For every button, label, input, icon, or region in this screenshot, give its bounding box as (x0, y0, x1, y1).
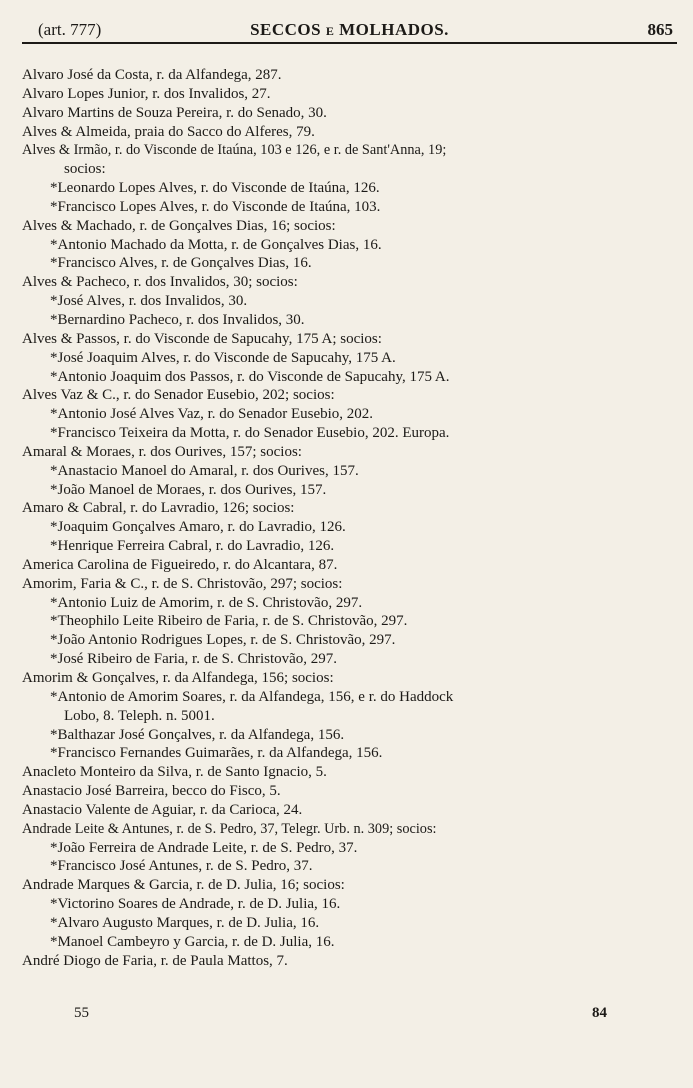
partner-line: *Antonio Joaquim dos Passos, r. do Visconde de Sapucahy, 175 A. (50, 368, 450, 385)
partner-line: *Bernardino Pacheco, r. dos Invalidos, 30. (50, 311, 305, 328)
partner-line: *Francisco Lopes Alves, r. do Visconde de Itaúna, 103. (50, 198, 381, 215)
signature-mark: 55 (74, 1005, 89, 1021)
partner-line: *Antonio José Alves Vaz, r. do Senador Eusebio, 202. (50, 406, 374, 423)
partner-line: *José Joaquim Alves, r. do Visconde de Sapucahy, 175 A. (50, 349, 396, 366)
partner-line: *Antonio de Amorim Soares, r. da Alfandega, 156, e r. do Haddock (50, 688, 454, 705)
partner-line: *Francisco Teixeira da Motta, r. do Senador Eusebio, 202. Europa. (50, 425, 450, 442)
entry-line: Amorim & Gonçalves, r. da Alfandega, 156; socios: (22, 670, 334, 686)
directory-entries (22, 66, 677, 971)
entry-line: Amorim, Faria & C., r. de S. Christovão, 297; socios: (22, 575, 343, 592)
entry-line: Alves & Machado, r. de Gonçalves Dias, 16; socios: (22, 217, 336, 234)
entry-line: Amaral & Moraes, r. dos Ourives, 157; socios: (22, 443, 302, 460)
partner-line: *Theophilo Leite Ribeiro de Faria, r. de S. Christovão, 297. (50, 613, 408, 630)
sheet-number: 84 (592, 1005, 607, 1021)
partner-line: *Alvaro Augusto Marques, r. de D. Julia, 16. (50, 914, 320, 931)
entry-line: Anastacio José Barreira, becco do Fisco, 5. (22, 783, 281, 800)
partner-line-continuation: Lobo, 8. Teleph. n. 5001. (64, 707, 215, 724)
entry-line: Alves & Irmão, r. do Visconde de Itaúna, 103 e 126, e r. de Sant'Anna, 19; (22, 142, 447, 159)
entry-line: Alvaro Lopes Junior, r. dos Invalidos, 27. (22, 85, 271, 102)
partner-line: *Antonio Machado da Motta, r. de Gonçalves Dias, 16. (50, 236, 382, 253)
partner-line: *Francisco José Antunes, r. de S. Pedro, 37. (50, 858, 313, 875)
partner-line: *Leonardo Lopes Alves, r. do Visconde de Itaúna, 126. (50, 180, 380, 197)
partner-line: *João Antonio Rodrigues Lopes, r. de S. Christovão, 297. (50, 632, 396, 649)
entry-line: Amaro & Cabral, r. do Lavradio, 126; socios: (22, 500, 295, 517)
entry-line: André Diogo de Faria, r. de Paula Mattos, 7. (22, 952, 288, 969)
partner-line: *José Alves, r. dos Invalidos, 30. (50, 293, 248, 310)
partner-line: *Victorino Soares de Andrade, r. de D. Julia, 16. (50, 896, 341, 913)
section-title: SECCOS e MOLHADOS. (250, 20, 449, 39)
entry-line: Alves & Passos, r. do Visconde de Sapucahy, 175 A; socios: (22, 330, 382, 347)
partner-line: *João Manoel de Moraes, r. dos Ourives, 157. (50, 481, 327, 498)
entry-line: Alves & Almeida, praia do Sacco do Alferes, 79. (22, 123, 315, 140)
entry-line: Anacleto Monteiro da Silva, r. de Santo Ignacio, 5. (22, 764, 327, 781)
article-reference: (art. 777) (38, 20, 102, 39)
entry-line: socios: (64, 161, 106, 178)
page-footer (22, 1003, 677, 1025)
partner-line: *José Ribeiro de Faria, r. de S. Christovão, 297. (50, 651, 338, 668)
entry-line: Alves Vaz & C., r. do Senador Eusebio, 202; socios: (22, 387, 335, 404)
page-number: 865 (647, 20, 673, 39)
partner-line: *Francisco Fernandes Guimarães, r. da Alfandega, 156. (50, 745, 383, 762)
page-header (22, 14, 677, 44)
partner-line: *Francisco Alves, r. de Gonçalves Dias, 16. (50, 255, 312, 272)
entry-line: Alvaro Martins de Souza Pereira, r. do Senado, 30. (22, 104, 327, 121)
partner-line: *Joaquim Gonçalves Amaro, r. do Lavradio, 126. (50, 519, 346, 536)
partner-line: *Henrique Ferreira Cabral, r. do Lavradio, 126. (50, 538, 335, 555)
partner-line: *Manoel Cambeyro y Garcia, r. de D. Julia, 16. (50, 933, 335, 950)
entry-line: Anastacio Valente de Aguiar, r. da Carioca, 24. (22, 801, 303, 818)
partner-line: *Anastacio Manoel do Amaral, r. dos Ourives, 157. (50, 462, 359, 479)
partner-line: *Antonio Luiz de Amorim, r. de S. Christovão, 297. (50, 594, 363, 611)
entry-line: Alves & Pacheco, r. dos Invalidos, 30; socios: (22, 274, 298, 291)
partner-line: *João Ferreira de Andrade Leite, r. de S. Pedro, 37. (50, 839, 358, 856)
entry-line: America Carolina de Figueiredo, r. do Alcantara, 87. (22, 556, 338, 573)
entry-line: Andrade Marques & Garcia, r. de D. Julia, 16; socios: (22, 877, 345, 894)
entry-line: Andrade Leite & Antunes, r. de S. Pedro, 37, Telegr. Urb. n. 309; socios: (22, 820, 437, 837)
entry-line: Alvaro José da Costa, r. da Alfandega, 287. (22, 67, 282, 83)
partner-line: *Balthazar José Gonçalves, r. da Alfandega, 156. (50, 726, 345, 743)
